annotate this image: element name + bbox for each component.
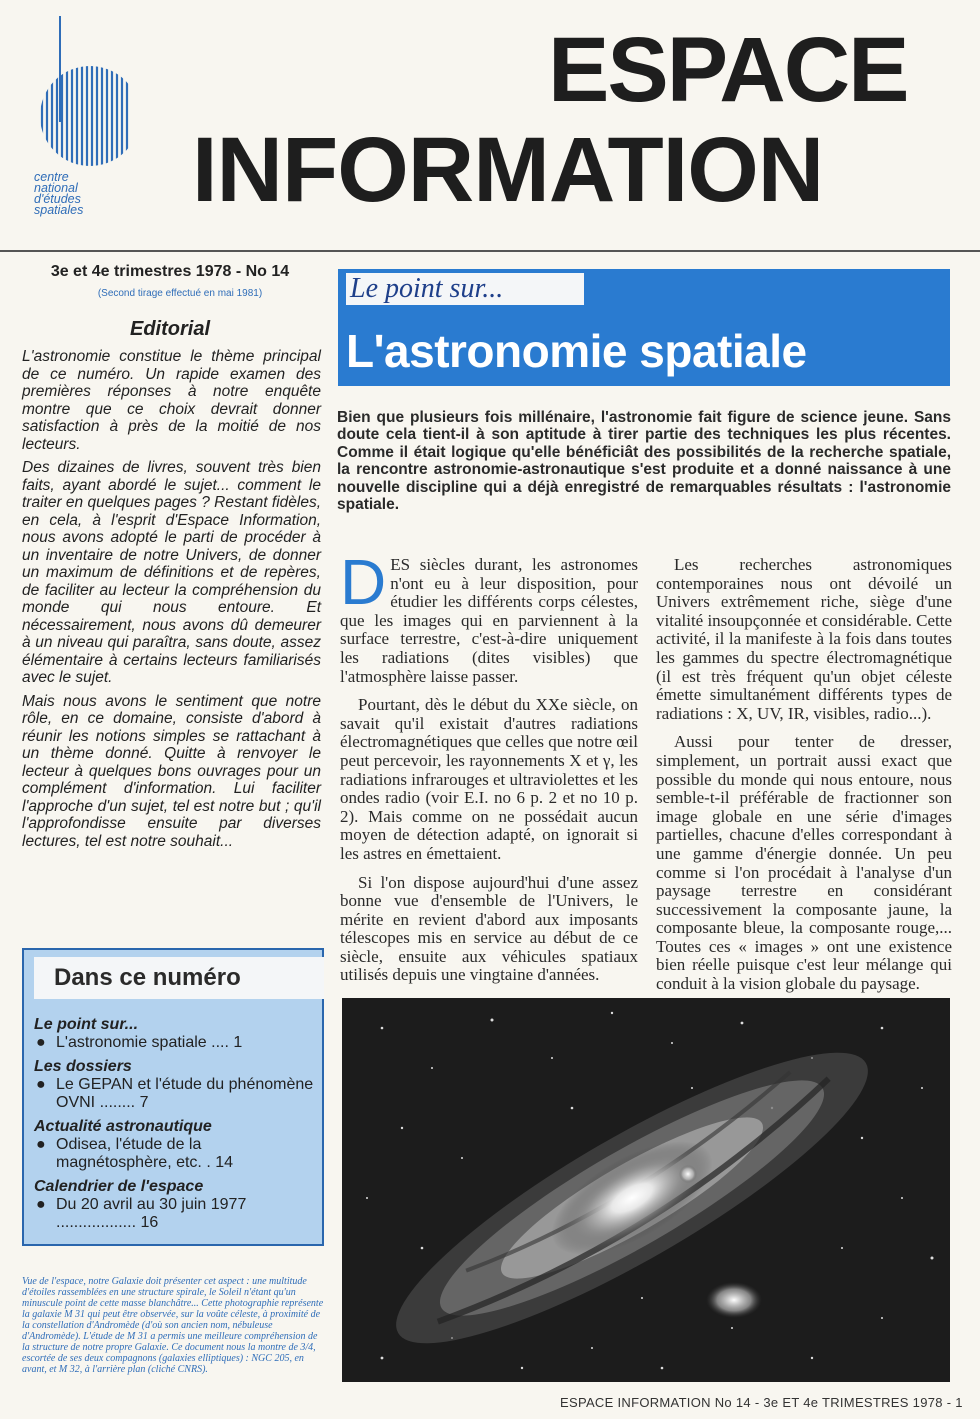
- toc-category: Les dossiers: [34, 1058, 132, 1075]
- logo-text: [34, 172, 154, 216]
- editorial-paragraph: L'astronomie constitue le thème principal de ce numéro. Un rapide examen des premières réponses à notre enquête montre que ce choix devrait donner satisfaction à près de la moitié de nos lecteurs.: [22, 348, 321, 453]
- bullet-icon: ●: [36, 1196, 46, 1213]
- article-paragraph: Les recherches astronomiques contemporaines nous ont dévoilé un Univers extrêmement riche, siège d'une vitalité insoupçonnée et considérable. Cette activité, il la manifeste à la fois dans toutes les gammes du spectre électromagnétique (il est très fréquent qu'un objet céleste émette simultanément différents types de radiations : X, UV, IR, visibles, radio...).: [656, 555, 952, 723]
- article-banner: [338, 269, 950, 386]
- toc-item-text: Odisea, l'étude de la magnétosphère, etc. . 14: [56, 1136, 233, 1171]
- article-column-2: [656, 556, 952, 1004]
- masthead-rule: [0, 250, 980, 252]
- article-column-1: [340, 546, 638, 995]
- toc-heading: Dans ce numéro: [34, 957, 324, 999]
- article-paragraph: [340, 546, 638, 686]
- issue-label: 3e et 4e trimestres 1978 - No 14: [50, 263, 290, 280]
- toc-list: [34, 1010, 314, 1232]
- editorial-paragraph: Mais nous avons le sentiment que notre rôle, en ce domaine, consiste d'abord à réunir les notions simples se rattachant à un thème donné. Quitte à renvoyer le lecteur à quelques bons ouvrages pour un complément d'information. Lui faciliter l'approche d'un sujet, tel est notre but ; qu'il l'approfondisse ensuite par diverses lectures, tel est notre souhait...: [22, 692, 321, 850]
- toc-item-text: Le GEPAN et l'étude du phénomène OVNI ........ 7: [56, 1076, 314, 1111]
- paragraph-text: ES siècles durant, les astronomes n'ont eu à leur disposition, pour étudier les différents corps célestes, que les images qui en parviennent à la surface terrestre, c'est-à-dire uniquement les radiations (dites visibles) que l'atmosphère laisse passer.: [340, 555, 638, 686]
- masthead-line2: INFORMATION: [192, 119, 824, 221]
- bullet-icon: ●: [36, 1136, 46, 1153]
- article-kicker: Le point sur...: [346, 273, 584, 305]
- page-footer: ESPACE INFORMATION No 14 - 3e ET 4e TRIMESTRES 1978 - 1: [560, 1395, 963, 1410]
- toc-item-text: L'astronomie spatiale .... 1: [56, 1034, 243, 1051]
- article-paragraph: Pourtant, dès le début du XXe siècle, on savait qu'il existait d'autres radiations électromagnétiques que celles que notre œil peut percevoir, les rayonnements X et γ, les radiations infrarouges et ultraviolettes et les ondes radio (voir E.I. no 6 p. 2 et no 10 p. 2). Mais comme on ne possédait aucun moyen de détection adapté, on ignorait si les astres en émettaient.: [340, 695, 638, 863]
- reprint-note: (Second tirage effectué en mai 1981): [97, 288, 263, 299]
- logo-line: centre: [34, 170, 69, 184]
- bullet-icon: ●: [36, 1034, 46, 1051]
- toc-item[interactable]: [34, 1034, 314, 1052]
- editorial-text: [22, 348, 321, 856]
- article-paragraph: Si l'on dispose aujourd'hui d'une assez bonne vue d'ensemble de l'Univers, le mérite en revient d'abord aux imposants télescopes mis en service au début de ce siècle, ensuite aux véhicules spatiaux utilisés depuis une vingtaine d'années.: [340, 872, 638, 985]
- toc-item[interactable]: [34, 1196, 314, 1232]
- bullet-icon: ●: [36, 1076, 46, 1093]
- masthead-line1: ESPACE: [548, 19, 908, 121]
- galaxy-photo: [342, 998, 950, 1382]
- editorial-paragraph: Des dizaines de livres, souvent très bien faits, ayant abordé le sujet... comment le traiter en quelques pages ? Restant fidèles, en cela, à l'esprit d'Espace Information, nous avons adopté le parti de procéder à un inventaire de notre Univers, de donner un maximum de définitions et de repères, de faciliter au lecteur la compréhension du monde qui nous entoure. Et nécessairement, nous avons dû demeurer à un niveau qui paraîtra, sans doute, assez élémentaire à certains lecteurs familiarisés avec le sujet.: [22, 459, 321, 686]
- logo-line: d'études: [34, 192, 81, 206]
- toc-item-text: Du 20 avril au 30 juin 1977 .................. 16: [56, 1196, 247, 1231]
- article-paragraph: Aussi pour tenter de dresser, simplement, un portrait aussi exact que possible du monde qui nous entoure, nous semble-t-il préférable de fractionner son image globale en une série d'images partielles, chacune d'elles correspondant à une gamme d'énergie donnée. Un peu comme si l'on procédait à l'analyse d'un paysage terrestre en considérant successivement la composante jaune, la composante bleue, la composante rouge,... Toutes ces « images » ont une existence bien réelle puisque c'est leur mélange qui conduit à la vision globale du paysage.: [656, 732, 952, 994]
- article-headline: L'astronomie spatiale: [346, 325, 807, 377]
- toc-category: Actualité astronautique: [34, 1118, 212, 1135]
- toc-item[interactable]: [34, 1076, 314, 1112]
- article-lead: Bien que plusieurs fois millénaire, l'astronomie fait figure de science jeune. Sans doute cela tient-il à son aptitude à tirer partie des techniques les plus récentes. Comme il était logique qu'elle bénéficiât des possibilités de la recherche spatiale, la rencontre astronomie-astronautique s'est produite et a donné naissance à une nouvelle discipline qui a déjà enregistré de remarquables résultats : l'astronomie spatiale.: [337, 409, 951, 514]
- toc-box: [22, 948, 324, 1246]
- logo-line: national: [34, 181, 78, 195]
- toc-category: Le point sur...: [34, 1016, 139, 1033]
- drop-cap: D: [340, 546, 387, 618]
- editorial-heading: Editorial: [129, 318, 210, 340]
- toc-item[interactable]: [34, 1136, 314, 1172]
- toc-category: Calendrier de l'espace: [34, 1178, 204, 1195]
- logo-line: spatiales: [34, 203, 84, 217]
- photo-caption: Vue de l'espace, notre Galaxie doit présenter cet aspect : une multitude d'étoiles rassemblées en une structure spirale, le Soleil n'étant qu'un minuscule point de cette masse blanchâtre... Cette photographie représente la galaxie M 31 qui peut être observée, sur la voûte céleste, à proximité de la constellation d'Andromède (d'où son ancien nom, nébuleuse d'Andromède). L'étude de M 31 a permis une meilleure compréhension de la structure de notre propre Galaxie. Ce document nous la montre de 3/4, escortée de ses deux compagnons (galaxies elliptiques) : NGC 205, en avant, et M 32, à l'arrière plan (cliché CNRS).: [22, 1276, 324, 1375]
